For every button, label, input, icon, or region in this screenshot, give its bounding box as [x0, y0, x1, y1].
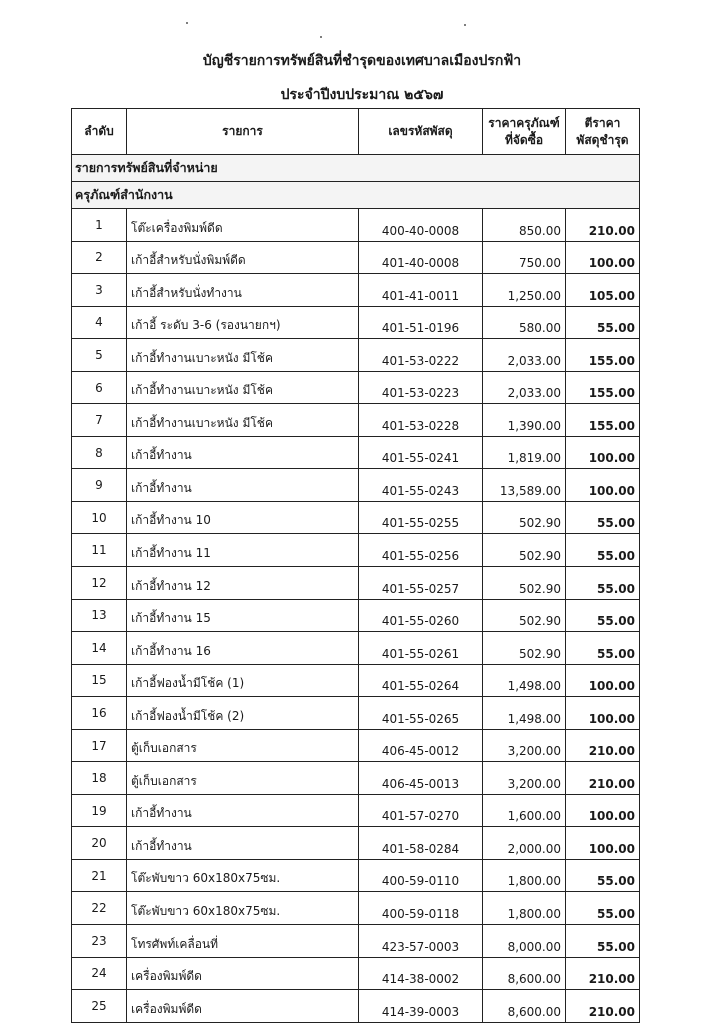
cell-code: 401-55-0265	[359, 697, 483, 730]
cell-price: 2,033.00	[483, 339, 566, 372]
header-price-line2: ที่จัดซื้อ	[504, 132, 544, 147]
cell-no: 17	[72, 729, 127, 762]
cell-price: 8,600.00	[483, 957, 566, 990]
cell-price: 1,819.00	[483, 436, 566, 469]
cell-no: 18	[72, 762, 127, 795]
cell-value: 105.00	[566, 274, 640, 307]
cell-value: 55.00	[566, 632, 640, 665]
cell-no: 13	[72, 599, 127, 632]
cell-code: 401-55-0260	[359, 599, 483, 632]
scan-speck	[464, 24, 466, 26]
cell-item: เครื่องพิมพ์ดีด	[127, 957, 359, 990]
document-subtitle: ประจำปีงบประมาณ ๒๕๖๗	[280, 87, 444, 103]
header-item: รายการ	[127, 109, 359, 155]
cell-no: 15	[72, 664, 127, 697]
cell-price: 850.00	[483, 209, 566, 242]
cell-price: 580.00	[483, 306, 566, 339]
table-header-row	[72, 109, 640, 155]
cell-code: 414-38-0002	[359, 957, 483, 990]
cell-value: 55.00	[566, 599, 640, 632]
cell-value: 100.00	[566, 664, 640, 697]
cell-value: 55.00	[566, 859, 640, 892]
cell-no: 7	[72, 404, 127, 437]
table-row	[72, 664, 640, 697]
cell-item: โต๊ะเครื่องพิมพ์ดีด	[127, 209, 359, 242]
cell-price: 1,250.00	[483, 274, 566, 307]
table-row	[72, 990, 640, 1023]
document-title: บัญชีรายการทรัพย์สินที่ชำรุดของเทศบาลเมืองปรกฟ้า	[202, 53, 522, 69]
cell-no: 24	[72, 957, 127, 990]
cell-price: 8,000.00	[483, 925, 566, 958]
cell-value: 210.00	[566, 209, 640, 242]
cell-code: 401-53-0223	[359, 371, 483, 404]
cell-value: 155.00	[566, 371, 640, 404]
cell-item: เก้าอี้ทำงานเบาะหนัง มีโช้ค	[127, 371, 359, 404]
table-row	[72, 404, 640, 437]
cell-code: 423-57-0003	[359, 925, 483, 958]
header-value-line1: ตีราคา	[584, 115, 621, 130]
cell-value: 100.00	[566, 469, 640, 502]
cell-price: 1,800.00	[483, 892, 566, 925]
cell-no: 22	[72, 892, 127, 925]
cell-value: 100.00	[566, 241, 640, 274]
cell-code: 406-45-0012	[359, 729, 483, 762]
cell-value: 55.00	[566, 892, 640, 925]
cell-price: 3,200.00	[483, 729, 566, 762]
cell-no: 14	[72, 632, 127, 665]
cell-code: 401-41-0011	[359, 274, 483, 307]
cell-price: 502.90	[483, 632, 566, 665]
cell-value: 210.00	[566, 762, 640, 795]
scan-speck	[186, 22, 188, 24]
cell-price: 502.90	[483, 567, 566, 600]
cell-no: 12	[72, 567, 127, 600]
cell-code: 401-51-0196	[359, 306, 483, 339]
cell-code: 400-59-0118	[359, 892, 483, 925]
cell-item: เก้าอี้ทำงานเบาะหนัง มีโช้ค	[127, 404, 359, 437]
cell-code: 406-45-0013	[359, 762, 483, 795]
cell-price: 502.90	[483, 599, 566, 632]
category-row	[72, 182, 640, 209]
table-row	[72, 567, 640, 600]
table-row	[72, 762, 640, 795]
cell-value: 100.00	[566, 827, 640, 860]
cell-price: 1,800.00	[483, 859, 566, 892]
cell-item: โต๊ะพับขาว 60x180x75ซม.	[127, 892, 359, 925]
cell-item: เก้าอี้ทำงาน	[127, 794, 359, 827]
cell-code: 401-53-0228	[359, 404, 483, 437]
cell-price: 13,589.00	[483, 469, 566, 502]
cell-item: เก้าอี้ฟองน้ำมีโช้ค (1)	[127, 664, 359, 697]
cell-code: 401-53-0222	[359, 339, 483, 372]
cell-code: 401-57-0270	[359, 794, 483, 827]
table-row	[72, 925, 640, 958]
table-row	[72, 892, 640, 925]
cell-price: 1,600.00	[483, 794, 566, 827]
table-row	[72, 274, 640, 307]
cell-item: เก้าอี้ทำงาน 16	[127, 632, 359, 665]
header-value	[566, 109, 640, 155]
cell-value: 210.00	[566, 729, 640, 762]
cell-price: 502.90	[483, 534, 566, 567]
table-row	[72, 697, 640, 730]
cell-value: 210.00	[566, 957, 640, 990]
cell-value: 100.00	[566, 794, 640, 827]
cell-code: 401-58-0284	[359, 827, 483, 860]
cell-value: 100.00	[566, 697, 640, 730]
cell-value: 55.00	[566, 925, 640, 958]
section-title: รายการทรัพย์สินที่จำหน่าย	[72, 155, 640, 182]
asset-table	[71, 108, 640, 1023]
cell-item: เก้าอี้ทำงาน 15	[127, 599, 359, 632]
cell-item: เก้าอี้สำหรับนั่งพิมพ์ดีด	[127, 241, 359, 274]
header-price	[483, 109, 566, 155]
table-row	[72, 859, 640, 892]
cell-value: 55.00	[566, 534, 640, 567]
cell-item: เก้าอี้ทำงาน	[127, 469, 359, 502]
cell-value: 155.00	[566, 339, 640, 372]
cell-price: 2,000.00	[483, 827, 566, 860]
cell-item: ตู้เก็บเอกสาร	[127, 762, 359, 795]
table-row	[72, 957, 640, 990]
cell-value: 155.00	[566, 404, 640, 437]
cell-price: 750.00	[483, 241, 566, 274]
cell-item: เก้าอี้ ระดับ 3-6 (รองนายกฯ)	[127, 306, 359, 339]
table-row	[72, 827, 640, 860]
cell-code: 400-40-0008	[359, 209, 483, 242]
table-row	[72, 729, 640, 762]
cell-item: ตู้เก็บเอกสาร	[127, 729, 359, 762]
cell-price: 2,033.00	[483, 371, 566, 404]
table-row	[72, 371, 640, 404]
cell-code: 401-55-0256	[359, 534, 483, 567]
table-row	[72, 534, 640, 567]
cell-no: 16	[72, 697, 127, 730]
table-row	[72, 306, 640, 339]
scan-speck	[320, 36, 322, 38]
table-row	[72, 436, 640, 469]
cell-no: 9	[72, 469, 127, 502]
table-row	[72, 241, 640, 274]
cell-no: 4	[72, 306, 127, 339]
section-row	[72, 155, 640, 182]
cell-code: 401-55-0257	[359, 567, 483, 600]
cell-no: 11	[72, 534, 127, 567]
cell-no: 25	[72, 990, 127, 1023]
cell-value: 210.00	[566, 990, 640, 1023]
table-row	[72, 209, 640, 242]
cell-no: 8	[72, 436, 127, 469]
header-value-line2: พัสดุชำรุด	[576, 132, 629, 147]
cell-no: 2	[72, 241, 127, 274]
cell-no: 10	[72, 501, 127, 534]
cell-no: 21	[72, 859, 127, 892]
cell-price: 3,200.00	[483, 762, 566, 795]
table-row	[72, 632, 640, 665]
cell-item: เก้าอี้ทำงาน	[127, 827, 359, 860]
cell-value: 55.00	[566, 567, 640, 600]
cell-item: เก้าอี้ทำงาน	[127, 436, 359, 469]
cell-no: 6	[72, 371, 127, 404]
cell-value: 55.00	[566, 501, 640, 534]
cell-item: โต๊ะพับขาว 60x180x75ซม.	[127, 859, 359, 892]
category-title: ครุภัณฑ์สำนักงาน	[72, 182, 640, 209]
header-no: ลำดับ	[72, 109, 127, 155]
table-row	[72, 469, 640, 502]
cell-no: 19	[72, 794, 127, 827]
cell-price: 502.90	[483, 501, 566, 534]
cell-code: 401-55-0261	[359, 632, 483, 665]
cell-item: เก้าอี้ทำงาน 11	[127, 534, 359, 567]
cell-code: 401-55-0243	[359, 469, 483, 502]
cell-item: เก้าอี้สำหรับนั่งทำงาน	[127, 274, 359, 307]
cell-no: 1	[72, 209, 127, 242]
cell-price: 1,390.00	[483, 404, 566, 437]
cell-item: เก้าอี้ทำงาน 12	[127, 567, 359, 600]
cell-no: 23	[72, 925, 127, 958]
cell-code: 414-39-0003	[359, 990, 483, 1023]
cell-no: 3	[72, 274, 127, 307]
header-code: เลขรหัสพัสดุ	[359, 109, 483, 155]
table-row	[72, 501, 640, 534]
cell-value: 100.00	[566, 436, 640, 469]
cell-code: 401-40-0008	[359, 241, 483, 274]
cell-item: เครื่องพิมพ์ดีด	[127, 990, 359, 1023]
cell-code: 401-55-0264	[359, 664, 483, 697]
cell-item: เก้าอี้ฟองน้ำมีโช้ค (2)	[127, 697, 359, 730]
cell-code: 400-59-0110	[359, 859, 483, 892]
table-row	[72, 794, 640, 827]
cell-no: 5	[72, 339, 127, 372]
cell-price: 1,498.00	[483, 664, 566, 697]
cell-code: 401-55-0255	[359, 501, 483, 534]
cell-value: 55.00	[566, 306, 640, 339]
cell-price: 8,600.00	[483, 990, 566, 1023]
table-row	[72, 599, 640, 632]
cell-no: 20	[72, 827, 127, 860]
header-price-line1: ราคาครุภัณฑ์	[488, 115, 560, 130]
cell-item: โทรศัพท์เคลื่อนที่	[127, 925, 359, 958]
cell-code: 401-55-0241	[359, 436, 483, 469]
table-row	[72, 339, 640, 372]
cell-item: เก้าอี้ทำงานเบาะหนัง มีโช้ค	[127, 339, 359, 372]
cell-price: 1,498.00	[483, 697, 566, 730]
cell-item: เก้าอี้ทำงาน 10	[127, 501, 359, 534]
